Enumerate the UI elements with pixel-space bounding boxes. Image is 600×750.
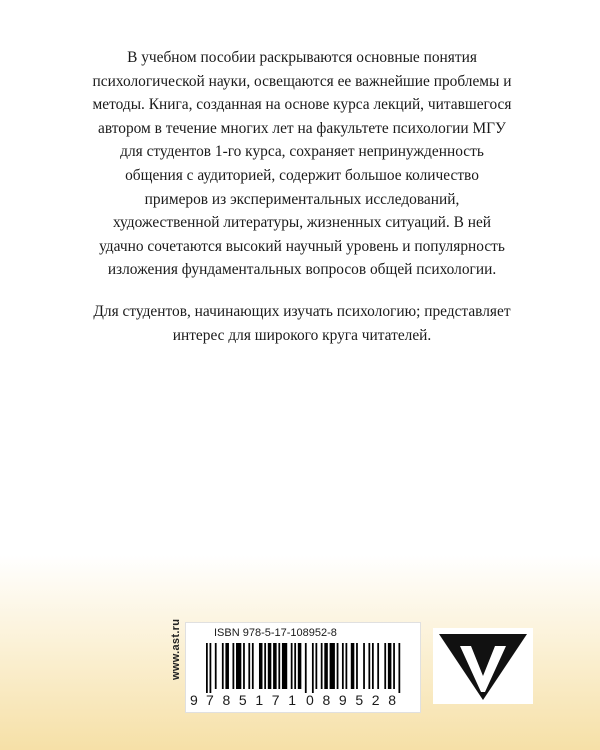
publisher-v-logo-icon [433, 628, 533, 704]
barcode-digits [190, 693, 418, 707]
isbn-label: ISBN 978-5-17-108952-8 [214, 627, 337, 639]
barcode-icon [206, 643, 402, 693]
annotation-paragraph-2: Для студентов, начинающих изучать психологию; представляет интерес для широкого круга читателей. [93, 302, 511, 344]
annotation-paragraph-1: В учебном пособии раскрываются основные понятия психологической науки, освещаются ее важнейшие проблемы и методы. Книга, созданная на основе курса лекций, читавшегося автором в течение многих лет на факультете психологии МГУ для студентов 1-го курса, сохраняет непринужденность общения с аудиторией, содержит большое количество примеров из экспериментальных исследований, художественной литературы, жизненных ситуаций. В ней удачно сочетаются высокий научный уровень и популярность изложения фундаментальных вопросов общей психологии. [92, 49, 512, 279]
isbn-barcode-box [185, 622, 421, 713]
barcode-lead-digit: 9 [190, 692, 198, 708]
barcode-digit-group-1: 7 8 5 1 7 1 [206, 692, 296, 708]
annotation-text [92, 46, 512, 347]
publisher-website: www.ast.ru [170, 618, 182, 680]
barcode-digit-group-2: 0 8 9 5 2 8 [306, 692, 396, 708]
